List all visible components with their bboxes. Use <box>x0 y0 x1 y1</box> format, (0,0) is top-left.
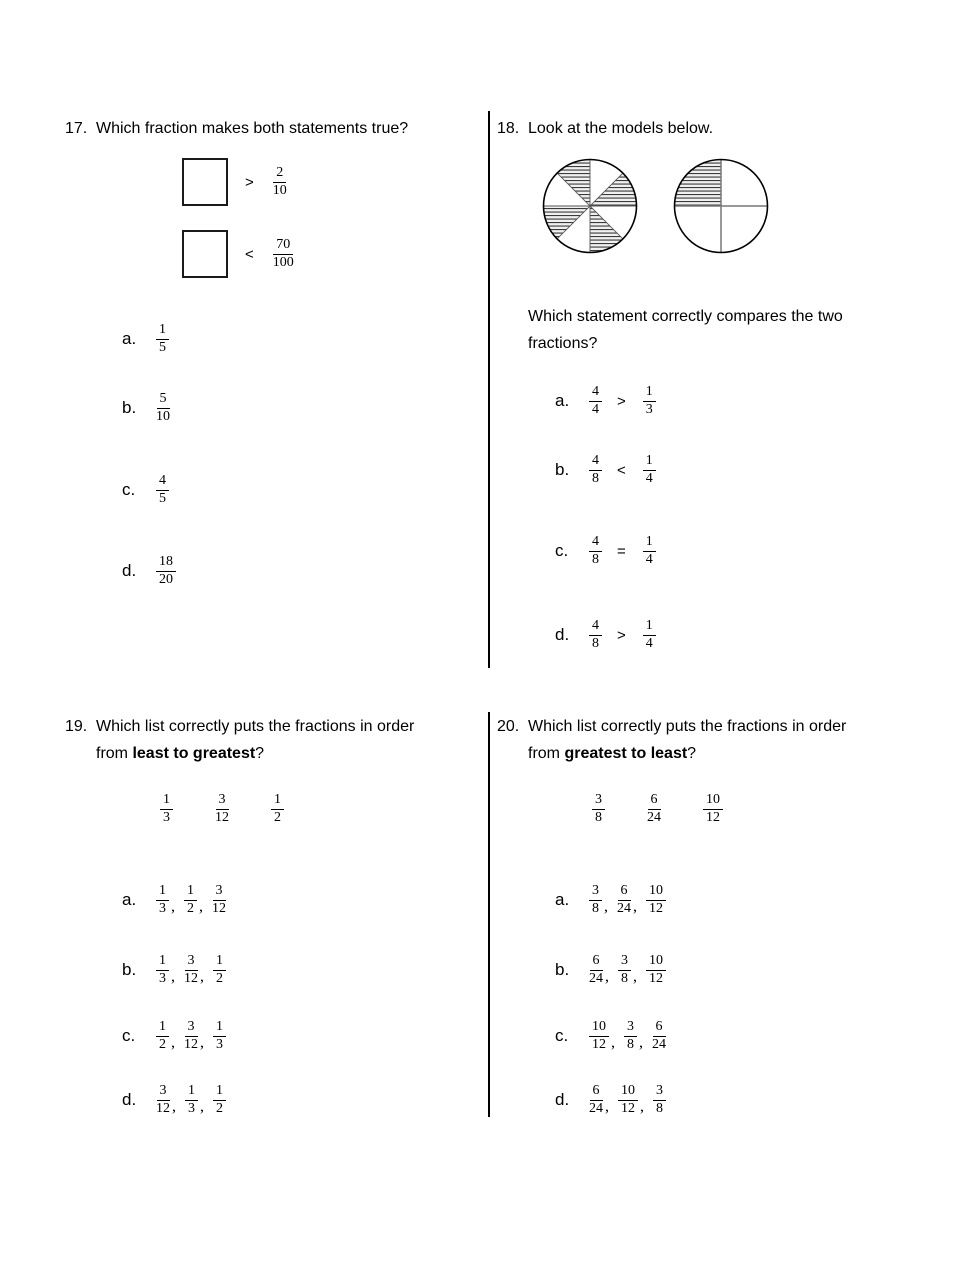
q19-number: 19. <box>65 718 88 735</box>
comma-separator: , <box>639 1034 643 1052</box>
comma-separator: , <box>171 968 175 986</box>
option-letter: c. <box>122 1026 136 1046</box>
fraction-denominator: 8 <box>627 1036 634 1052</box>
fraction <box>643 619 656 651</box>
fraction-numerator: 4 <box>589 535 602 552</box>
q20-prompt-text: Which list correctly puts the fractions in order <box>528 718 847 735</box>
q20-option-b <box>555 954 666 986</box>
fraction <box>618 1084 638 1116</box>
fraction-numerator: 1 <box>643 619 656 636</box>
comma-separator: , <box>605 1098 609 1116</box>
fraction-denominator: 2 <box>274 809 281 825</box>
option-letter: c. <box>122 480 136 500</box>
fraction-denominator: 20 <box>159 571 173 587</box>
answer-box <box>182 158 228 206</box>
fraction <box>213 954 226 986</box>
fraction <box>185 1084 198 1116</box>
fraction-denominator: 8 <box>656 1100 663 1116</box>
fraction-denominator: 5 <box>159 490 166 506</box>
fraction-denominator: 12 <box>621 1100 635 1116</box>
equals-symbol: = <box>617 542 626 560</box>
fraction <box>156 884 169 916</box>
option-letter: b. <box>555 460 570 480</box>
fraction-numerator: 4 <box>156 474 169 491</box>
fraction <box>646 954 666 986</box>
fraction-denominator: 12 <box>592 1036 606 1052</box>
fraction <box>160 793 173 825</box>
fraction-numerator: 1 <box>185 1084 198 1101</box>
comma-separator: , <box>200 968 204 986</box>
fraction-denominator: 10 <box>156 408 170 424</box>
option-letter: b. <box>555 960 570 980</box>
fraction <box>156 1084 170 1116</box>
less-than-symbol: < <box>245 245 254 263</box>
fraction-denominator: 10 <box>272 182 287 198</box>
fraction-denominator: 2 <box>187 900 194 916</box>
q20-option-a <box>555 884 666 916</box>
fraction <box>589 619 602 651</box>
fraction-numerator: 4 <box>589 385 602 402</box>
fraction-numerator: 3 <box>216 793 229 810</box>
fraction <box>213 1020 226 1052</box>
q18-question-line1: Which statement correctly compares the two <box>528 308 843 325</box>
q17-number: 17. <box>65 120 88 137</box>
fraction <box>592 793 605 825</box>
q17-option-a <box>122 323 169 355</box>
q17-prompt-text: Which fraction makes both statements true? <box>96 120 409 137</box>
fraction <box>589 1084 603 1116</box>
fraction <box>653 1084 666 1116</box>
fraction-numerator: 1 <box>156 884 169 901</box>
fraction-denominator: 8 <box>592 635 599 651</box>
q19-prompt-line1 <box>65 716 414 737</box>
fraction-denominator: 12 <box>215 809 229 825</box>
fraction-denominator: 3 <box>159 970 166 986</box>
comma-separator: , <box>640 1098 644 1116</box>
option-letter: d. <box>555 1090 570 1110</box>
fraction <box>643 535 656 567</box>
q18-option-d <box>555 619 656 651</box>
comma-separator: , <box>604 898 608 916</box>
option-letter: a. <box>122 329 137 349</box>
fraction-numerator: 3 <box>624 1020 637 1037</box>
option-letter: b. <box>122 960 137 980</box>
fraction-numerator: 3 <box>157 1084 170 1101</box>
fraction-numerator: 1 <box>213 1084 226 1101</box>
fraction-denominator: 4 <box>645 635 653 651</box>
vertical-divider-bottom <box>488 712 490 1117</box>
fraction-numerator: 1 <box>156 954 169 971</box>
fraction-numerator: 3 <box>185 1020 198 1037</box>
fraction <box>156 1020 169 1052</box>
q19-option-b <box>122 954 226 986</box>
fraction-numerator: 4 <box>589 454 602 471</box>
q19-prompt-bold: least to greatest <box>132 745 256 762</box>
fraction-numerator: 3 <box>592 793 605 810</box>
fraction-numerator: 1 <box>160 793 173 810</box>
fraction-numerator: 3 <box>213 884 226 901</box>
option-letter: c. <box>555 1026 569 1046</box>
fraction-numerator: 3 <box>618 954 631 971</box>
comma-separator: , <box>171 898 175 916</box>
fraction <box>156 954 169 986</box>
greater-than-symbol: > <box>617 392 626 410</box>
fraction <box>589 385 602 417</box>
fraction-denominator: 12 <box>184 1036 198 1052</box>
fraction-denominator: 2 <box>159 1036 166 1052</box>
q20-given-fractions <box>592 793 723 825</box>
greater-than-symbol: > <box>617 626 626 644</box>
fraction-denominator: 24 <box>617 900 631 916</box>
comma-separator: , <box>171 1034 175 1052</box>
fraction-numerator: 18 <box>156 555 176 572</box>
q20-option-c <box>555 1020 666 1052</box>
q17-statement-1 <box>182 158 287 206</box>
fraction <box>156 323 169 355</box>
q19-prompt-suffix: ? <box>255 745 265 762</box>
fraction-denominator: 8 <box>595 809 602 825</box>
fraction-denominator: 24 <box>652 1036 666 1052</box>
greater-than-symbol: > <box>245 173 254 191</box>
fraction <box>184 884 197 916</box>
q20-prompt-bold: greatest to least <box>564 745 688 762</box>
fraction-denominator: 12 <box>184 970 198 986</box>
vertical-divider-top <box>488 111 490 668</box>
fraction-numerator: 6 <box>590 954 603 971</box>
q19-option-a <box>122 884 226 916</box>
fraction-numerator: 1 <box>156 323 169 340</box>
comma-separator: , <box>199 898 203 916</box>
option-letter: d. <box>555 625 570 645</box>
fraction <box>184 1020 198 1052</box>
fraction <box>589 954 603 986</box>
comma-separator: , <box>200 1034 204 1052</box>
fraction-numerator: 6 <box>618 884 631 901</box>
fraction <box>589 535 602 567</box>
q17-option-c <box>122 474 169 506</box>
q18-question-line2: fractions? <box>528 335 598 352</box>
q19-option-c <box>122 1020 226 1052</box>
fraction <box>618 954 631 986</box>
option-letter: b. <box>122 398 137 418</box>
fraction <box>589 1020 609 1052</box>
option-letter: c. <box>555 541 569 561</box>
fraction-denominator: 2 <box>216 970 223 986</box>
fraction <box>703 793 723 825</box>
fraction-numerator: 1 <box>184 884 197 901</box>
q19-option-d <box>122 1084 226 1116</box>
fraction-denominator: 8 <box>621 970 628 986</box>
fraction-denominator: 8 <box>592 470 599 486</box>
fraction-denominator: 3 <box>163 809 170 825</box>
q19-prompt-prefix: from <box>96 745 133 762</box>
fraction-denominator: 8 <box>592 551 599 567</box>
fraction-denominator: 8 <box>592 900 599 916</box>
q20-prompt-suffix: ? <box>687 745 697 762</box>
fraction-numerator: 1 <box>213 954 226 971</box>
fraction-denominator: 4 <box>645 470 653 486</box>
fraction-denominator: 100 <box>272 254 294 270</box>
fraction-numerator: 6 <box>648 793 661 810</box>
fraction-numerator: 1 <box>156 1020 169 1037</box>
fraction-numerator: 10 <box>703 793 723 810</box>
fraction <box>624 1020 637 1052</box>
q18-option-c <box>555 535 656 567</box>
option-letter: a. <box>122 890 137 910</box>
fraction-numerator: 10 <box>646 954 666 971</box>
q20-prompt-prefix: from <box>528 745 565 762</box>
fraction <box>273 238 294 270</box>
fraction <box>589 454 602 486</box>
fraction <box>617 884 631 916</box>
fraction-denominator: 24 <box>589 1100 603 1116</box>
fraction-denominator: 12 <box>212 900 226 916</box>
fraction <box>643 385 656 417</box>
fraction-models <box>540 158 780 256</box>
fraction <box>589 884 602 916</box>
fraction <box>156 392 170 424</box>
q17-option-d <box>122 555 176 587</box>
q17-statement-2 <box>182 230 294 278</box>
fraction-numerator: 10 <box>618 1084 638 1101</box>
fraction <box>184 954 198 986</box>
fraction-numerator: 6 <box>653 1020 666 1037</box>
fraction-numerator: 3 <box>185 954 198 971</box>
fraction-numerator: 1 <box>213 1020 226 1037</box>
fraction-numerator: 1 <box>643 454 656 471</box>
fraction-numerator: 10 <box>646 884 666 901</box>
question-19 <box>65 710 485 1140</box>
option-letter: d. <box>122 561 137 581</box>
comma-separator: , <box>172 1098 176 1116</box>
fraction-denominator: 4 <box>645 551 653 567</box>
fraction-model-eighths <box>544 159 637 252</box>
question-20 <box>497 710 927 1140</box>
fraction-model-fourths <box>675 160 768 253</box>
fraction-denominator: 12 <box>156 1100 170 1116</box>
fraction <box>643 454 656 486</box>
comma-separator: , <box>633 898 637 916</box>
q20-prompt-line2 <box>528 743 696 764</box>
fraction-denominator: 12 <box>706 809 720 825</box>
fraction <box>647 793 661 825</box>
fraction-denominator: 5 <box>159 339 166 355</box>
question-18 <box>497 110 927 675</box>
fraction <box>652 1020 666 1052</box>
q19-given-fractions <box>160 793 284 825</box>
fraction <box>212 884 226 916</box>
fraction <box>156 474 169 506</box>
comma-separator: , <box>200 1098 204 1116</box>
comma-separator: , <box>611 1034 615 1052</box>
fraction <box>215 793 229 825</box>
fraction <box>156 555 176 587</box>
fraction-numerator: 70 <box>273 238 293 255</box>
q18-prompt-text: Look at the models below. <box>528 120 714 137</box>
q19-prompt-line2 <box>96 743 264 764</box>
fraction-denominator: 2 <box>216 1100 223 1116</box>
fraction <box>271 793 284 825</box>
q20-prompt-line1 <box>497 716 846 737</box>
fraction-denominator: 3 <box>188 1100 195 1116</box>
comma-separator: , <box>605 968 609 986</box>
fraction <box>213 1084 226 1116</box>
fraction-denominator: 3 <box>216 1036 223 1052</box>
question-17 <box>65 110 485 675</box>
fraction-denominator: 3 <box>159 900 166 916</box>
fraction-numerator: 1 <box>271 793 284 810</box>
q20-option-d <box>555 1084 666 1116</box>
fraction-numerator: 1 <box>643 535 656 552</box>
q17-prompt <box>65 118 408 139</box>
fraction-denominator: 12 <box>649 970 663 986</box>
fraction-numerator: 3 <box>589 884 602 901</box>
option-letter: a. <box>555 391 570 411</box>
less-than-symbol: < <box>617 461 626 479</box>
fraction-numerator: 1 <box>643 385 656 402</box>
fraction-numerator: 6 <box>590 1084 603 1101</box>
fraction-denominator: 12 <box>649 900 663 916</box>
q18-option-a <box>555 385 656 417</box>
fraction <box>273 166 287 198</box>
fraction-denominator: 4 <box>592 401 599 417</box>
q17-option-b <box>122 392 170 424</box>
comma-separator: , <box>633 968 637 986</box>
fraction-numerator: 4 <box>589 619 602 636</box>
fraction-numerator: 3 <box>653 1084 666 1101</box>
q18-prompt <box>497 118 713 139</box>
option-letter: d. <box>122 1090 137 1110</box>
q18-option-b <box>555 454 656 486</box>
answer-box <box>182 230 228 278</box>
fraction <box>646 884 666 916</box>
fraction-denominator: 3 <box>645 401 653 417</box>
option-letter: a. <box>555 890 570 910</box>
fraction-numerator: 5 <box>157 392 170 409</box>
fraction-denominator: 24 <box>647 809 661 825</box>
fraction-denominator: 24 <box>589 970 603 986</box>
fraction-numerator: 2 <box>273 166 286 183</box>
q18-number: 18. <box>497 120 520 137</box>
q20-number: 20. <box>497 718 520 735</box>
q19-prompt-text: Which list correctly puts the fractions in order <box>96 718 415 735</box>
fraction-numerator: 10 <box>589 1020 609 1037</box>
